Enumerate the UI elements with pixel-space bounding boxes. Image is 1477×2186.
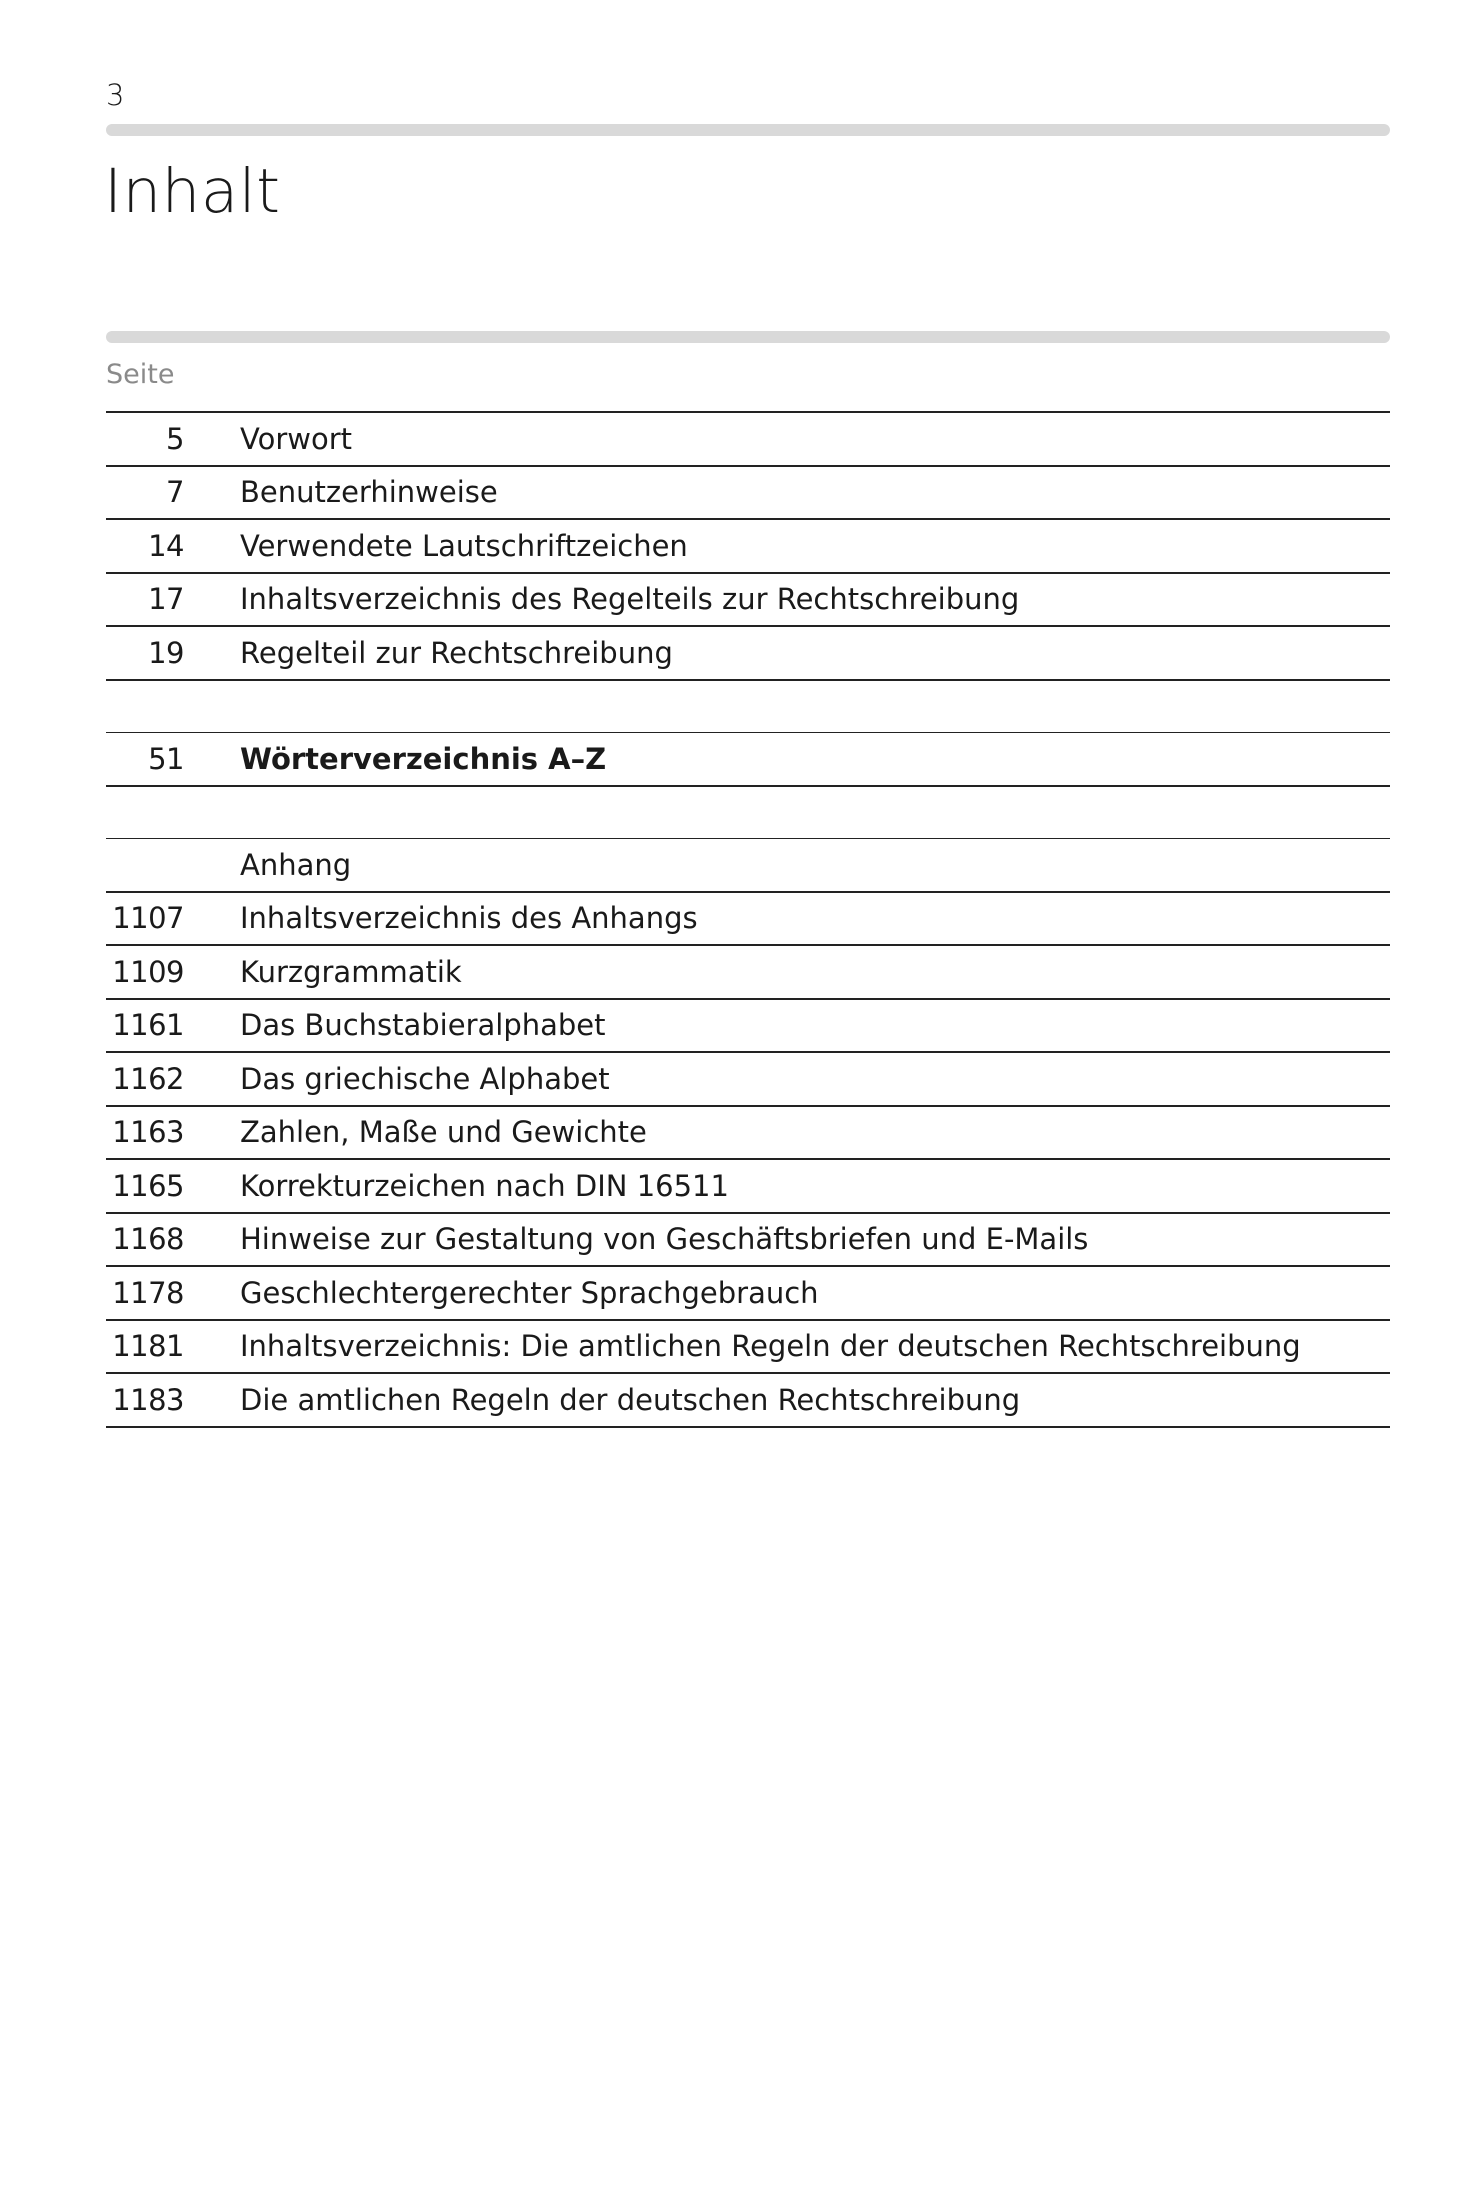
top-divider — [106, 124, 1390, 136]
toc-row[interactable] — [106, 1374, 1390, 1428]
toc-row[interactable] — [106, 1321, 1390, 1375]
toc-page-number: 5 — [166, 421, 184, 456]
toc-row[interactable] — [106, 946, 1390, 1000]
toc-entry-title: Das griechische Alphabet — [240, 1061, 610, 1096]
toc-page-number: 1183 — [112, 1382, 184, 1417]
toc-entry-title: Benutzerhinweise — [240, 475, 498, 510]
toc-row[interactable] — [106, 467, 1390, 521]
section-divider — [106, 331, 1390, 343]
toc-page-number: 1178 — [112, 1275, 184, 1310]
toc-page-number: 1161 — [112, 1008, 184, 1043]
toc-entry-title: Inhaltsverzeichnis des Regelteils zur Rechtschreibung — [240, 582, 1020, 617]
toc-entry-title: Das Buchstabieralphabet — [240, 1008, 606, 1043]
toc-entry-title: Vorwort — [240, 421, 353, 456]
toc-entry-title: Zahlen, Maße und Gewichte — [240, 1115, 647, 1150]
toc-entry-title: Korrekturzeichen nach DIN 16511 — [240, 1168, 729, 1203]
toc-page-number: 1165 — [112, 1168, 184, 1203]
toc-page-number: 19 — [148, 635, 184, 670]
toc-entry-title: Regelteil zur Rechtschreibung — [240, 635, 673, 670]
toc-row[interactable] — [106, 1000, 1390, 1054]
toc-page-number: 51 — [148, 741, 184, 776]
toc-page-number: 17 — [148, 582, 184, 617]
toc-entry-title: Kurzgrammatik — [240, 954, 462, 989]
toc-section-heading — [106, 839, 1390, 893]
page-title: Inhalt — [104, 156, 281, 227]
toc-row[interactable] — [106, 1214, 1390, 1268]
toc-row[interactable] — [106, 520, 1390, 574]
page-column-header: Seite — [106, 359, 175, 390]
toc-row[interactable] — [106, 574, 1390, 628]
toc-page-number: 1107 — [112, 901, 184, 936]
toc-page-number: 1162 — [112, 1061, 184, 1096]
toc-spacer-row — [106, 787, 1390, 840]
toc-page-number: 1163 — [112, 1115, 184, 1150]
toc-row[interactable] — [106, 627, 1390, 681]
toc-entry-title: Inhaltsverzeichnis: Die amtlichen Regeln der deutschen Rechtschreibung — [240, 1329, 1301, 1364]
table-of-contents — [106, 411, 1390, 1428]
toc-page-number: 1181 — [112, 1329, 184, 1364]
toc-entry-title: Wörterverzeichnis A–Z — [240, 741, 607, 776]
toc-row-main-section[interactable] — [106, 733, 1390, 787]
toc-row[interactable] — [106, 1160, 1390, 1214]
toc-page-number: 1168 — [112, 1222, 184, 1257]
toc-page-number: 1109 — [112, 954, 184, 989]
toc-row[interactable] — [106, 1107, 1390, 1161]
toc-entry-title: Hinweise zur Gestaltung von Geschäftsbriefen und E-Mails — [240, 1222, 1089, 1257]
toc-entry-title: Geschlechtergerechter Sprachgebrauch — [240, 1275, 819, 1310]
toc-row[interactable] — [106, 1053, 1390, 1107]
toc-entry-title: Verwendete Lautschriftzeichen — [240, 528, 688, 563]
toc-page-number: 14 — [148, 528, 184, 563]
toc-entry-title: Inhaltsverzeichnis des Anhangs — [240, 901, 698, 936]
toc-row[interactable] — [106, 1267, 1390, 1321]
page-number: 3 — [106, 78, 125, 112]
toc-spacer-row — [106, 681, 1390, 734]
toc-page-number: 7 — [166, 475, 184, 510]
toc-row[interactable] — [106, 893, 1390, 947]
toc-row[interactable] — [106, 413, 1390, 467]
toc-entry-title: Anhang — [240, 847, 352, 882]
toc-entry-title: Die amtlichen Regeln der deutschen Rechtschreibung — [240, 1382, 1021, 1417]
